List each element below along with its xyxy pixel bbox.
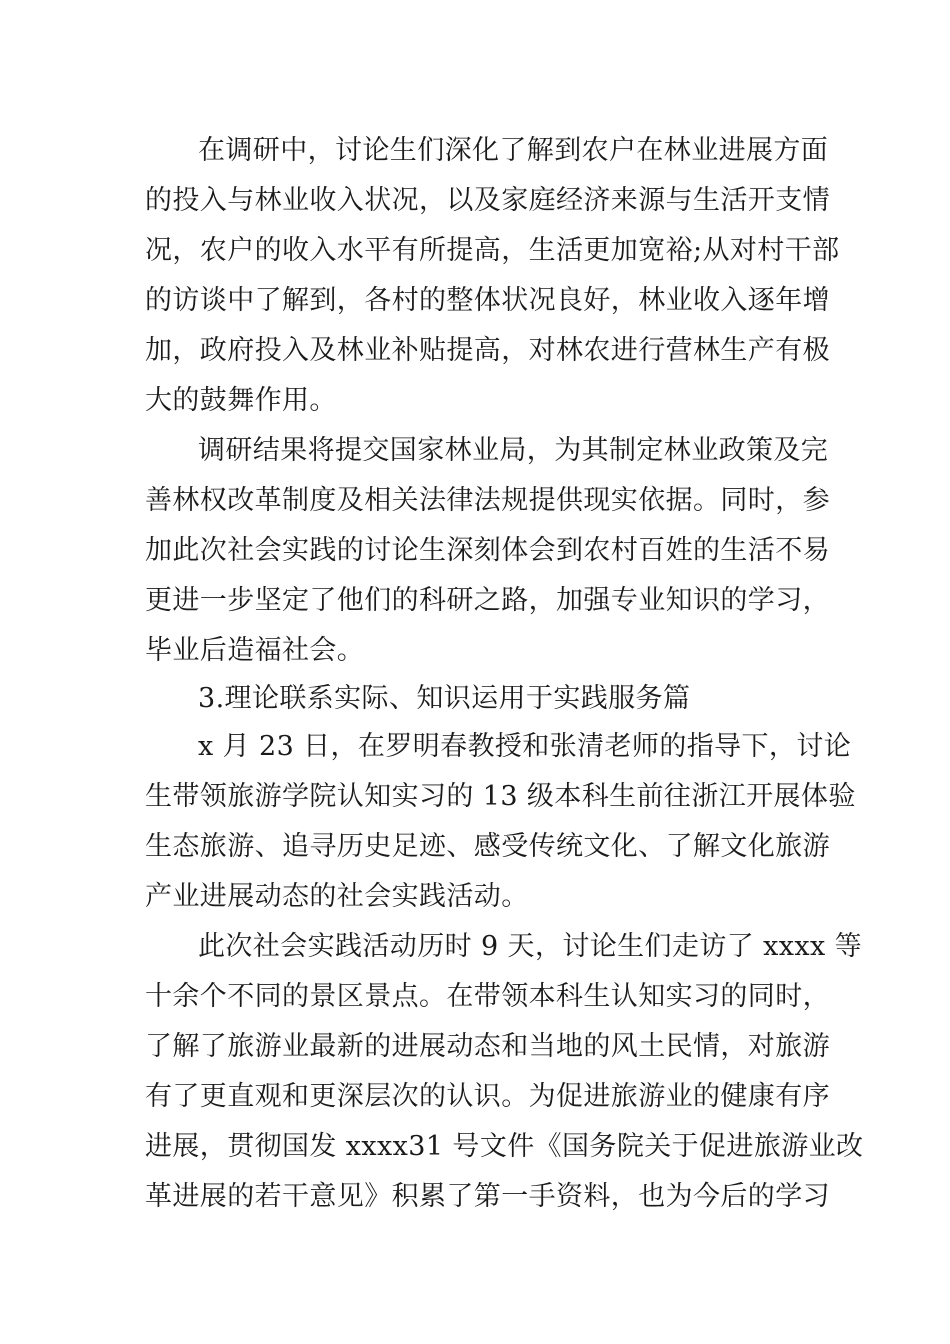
paragraph-line: 善林权改革制度及相关法律法规提供现实依据。同时，参 [145,485,830,516]
paragraph-line: x 月 23 日，在罗明春教授和张清老师的指导下，讨论 [198,731,852,762]
paragraph-line: 在调研中，讨论生们深化了解到农户在林业进展方面 [198,135,829,166]
paragraph-line: 此次社会实践活动历时 9 天，讨论生们走访了 xxxx 等 [198,931,863,962]
paragraph-line: 更进一步坚定了他们的科研之路，加强专业知识的学习， [145,585,830,616]
paragraph-line: 产业进展动态的社会实践活动。 [145,881,529,912]
paragraph-line: 进展，贯彻国发 xxxx31 号文件《国务院关于促进旅游业改 [145,1131,864,1162]
paragraph-line: 况，农户的收入水平有所提高，生活更加宽裕;从对村干部 [145,235,840,266]
paragraph-line: 大的鼓舞作用。 [145,385,337,416]
paragraph-line: 的投入与林业收入状况，以及家庭经济来源与生活开支情 [145,185,830,216]
paragraph-line: 调研结果将提交国家林业局，为其制定林业政策及完 [198,435,829,466]
paragraph-line: 加此次社会实践的讨论生深刻体会到农村百姓的生活不易 [145,535,830,566]
paragraph-line: 加，政府投入及林业补贴提高，对林农进行营林生产有极 [145,335,830,366]
paragraph-line: 十余个不同的景区景点。在带领本科生认知实习的同时， [145,981,830,1012]
paragraph-line: 有了更直观和更深层次的认识。为促进旅游业的健康有序 [145,1081,830,1112]
paragraph-line: 生带领旅游学院认知实习的 13 级本科生前往浙江开展体验 [145,781,856,812]
paragraph-line: 毕业后造福社会。 [145,635,365,666]
paragraph-line: 革进展的若干意见》积累了第一手资料，也为今后的学习 [145,1181,830,1212]
paragraph-line: 了解了旅游业最新的进展动态和当地的风土民情，对旅游 [145,1031,830,1062]
section-heading: 3.理论联系实际、知识运用于实践服务篇 [198,683,691,714]
paragraph-line: 的访谈中了解到，各村的整体状况良好，林业收入逐年增 [145,285,830,316]
paragraph-line: 生态旅游、追寻历史足迹、感受传统文化、了解文化旅游 [145,831,830,862]
